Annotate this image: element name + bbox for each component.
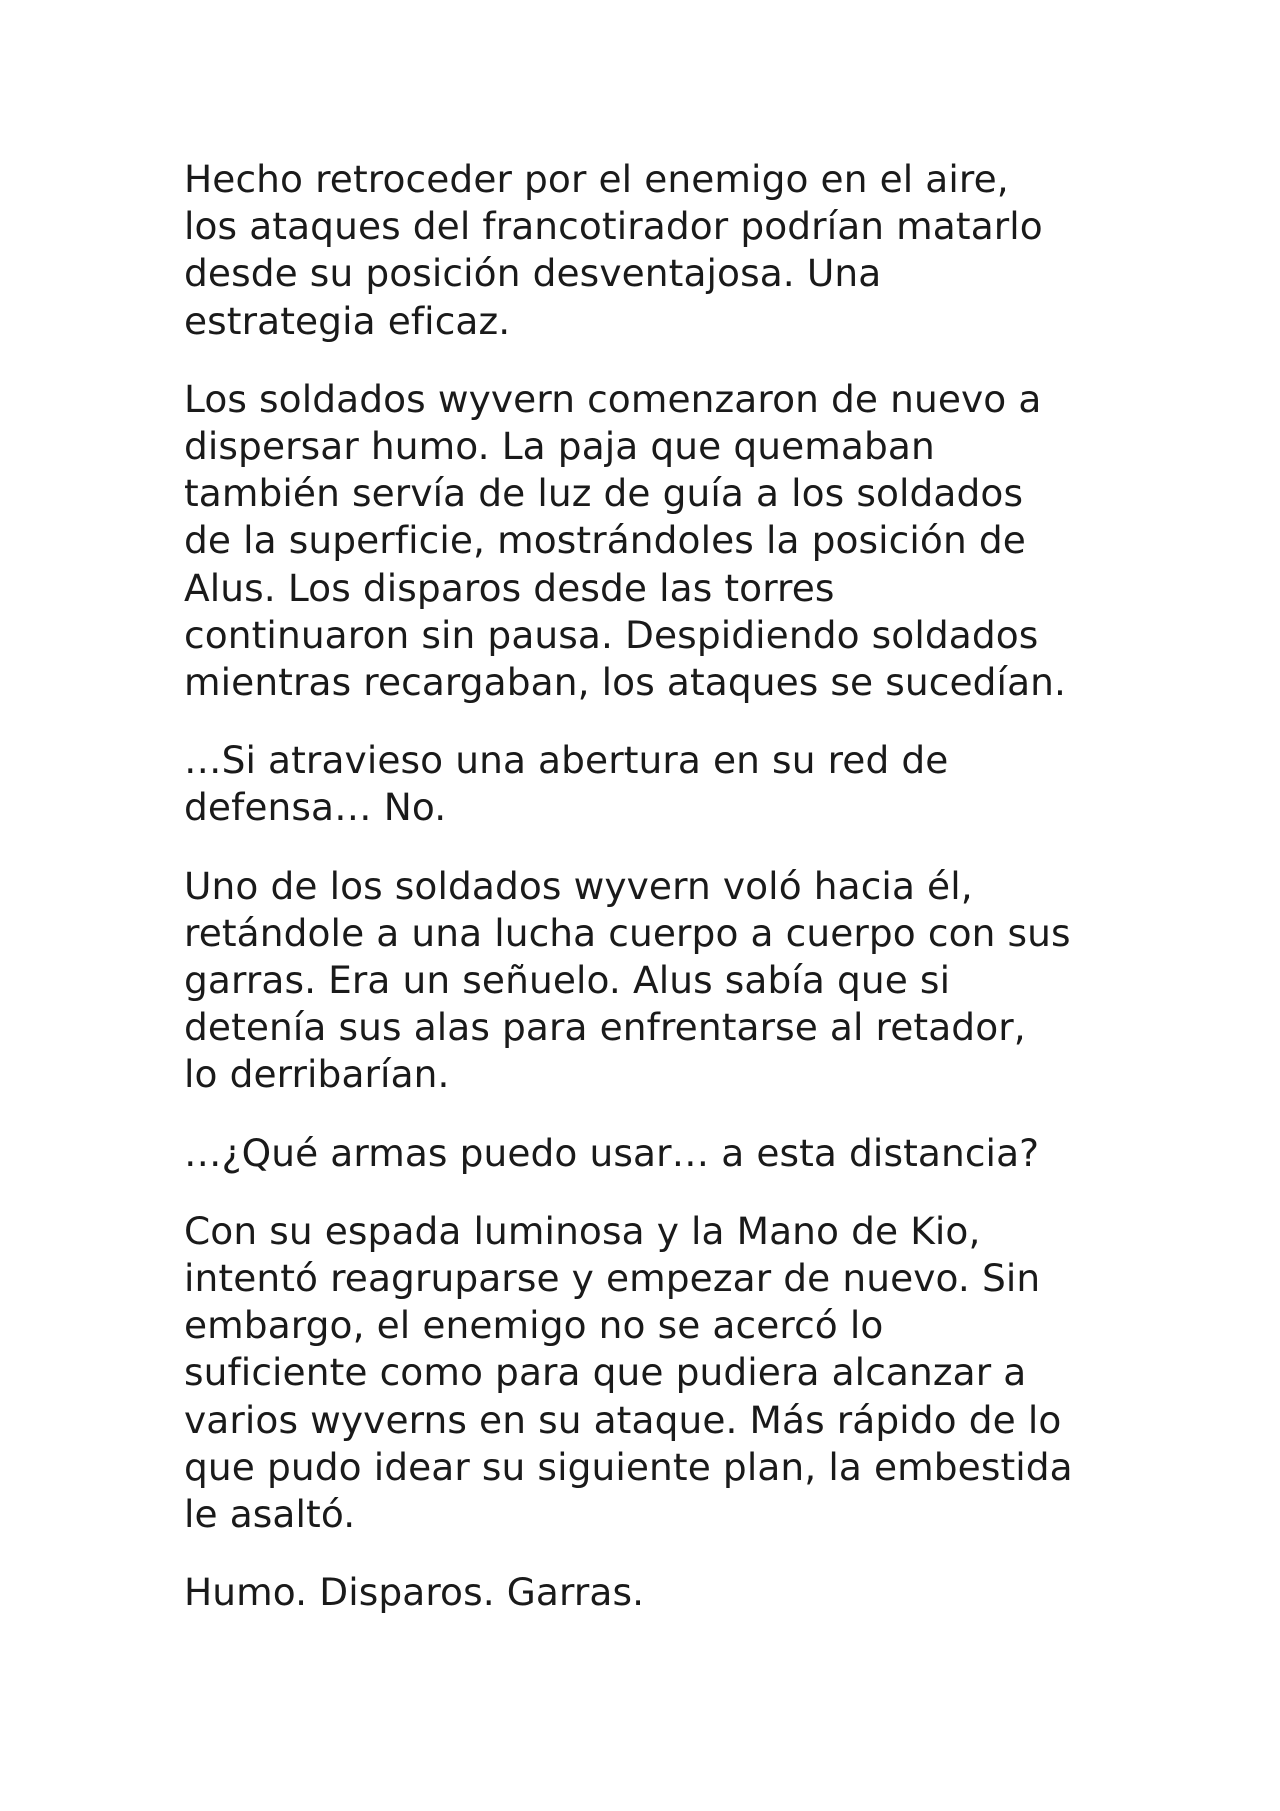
paragraph-7: Humo. Disparos. Garras. bbox=[184, 1570, 645, 1615]
paragraph-2: Los soldados wyvern comenzaron de nuevo a dispersar humo. La paja que quemaban también servía de luz de guía a los soldados de la superficie, mostrándoles la posición de Alus. Los disparos desde las torres continuaron sin pausa. Despidiendo soldados mientras recargaban, los ataques se sucedían. bbox=[184, 376, 1067, 705]
paragraph-6: Con su espada luminosa y la Mano de Kio, intentó reagruparse y empezar de nuevo. Sin embargo, el enemigo no se acercó lo suficiente como para que pudiera alcanzar a varios wyverns en su ataque. Más rápido de lo que pudo idear su siguiente plan, la embestida le asaltó. bbox=[184, 1208, 1073, 1537]
paragraph-1: Hecho retroceder por el enemigo en el aire, los ataques del francotirador podrían matarlo desde su posición desventajosa. Una estrategia eficaz. bbox=[184, 157, 1043, 343]
paragraph-4: Uno de los soldados wyvern voló hacia él, retándole a una lucha cuerpo a cuerpo con sus garras. Era un señuelo. Alus sabía que si detenía sus alas para enfrentarse al retador, lo derribarían. bbox=[184, 863, 1071, 1097]
paragraph-3: …Si atravieso una abertura en su red de defensa… No. bbox=[184, 738, 949, 830]
paragraph-5: …¿Qué armas puedo usar… a esta distancia? bbox=[184, 1130, 1040, 1175]
